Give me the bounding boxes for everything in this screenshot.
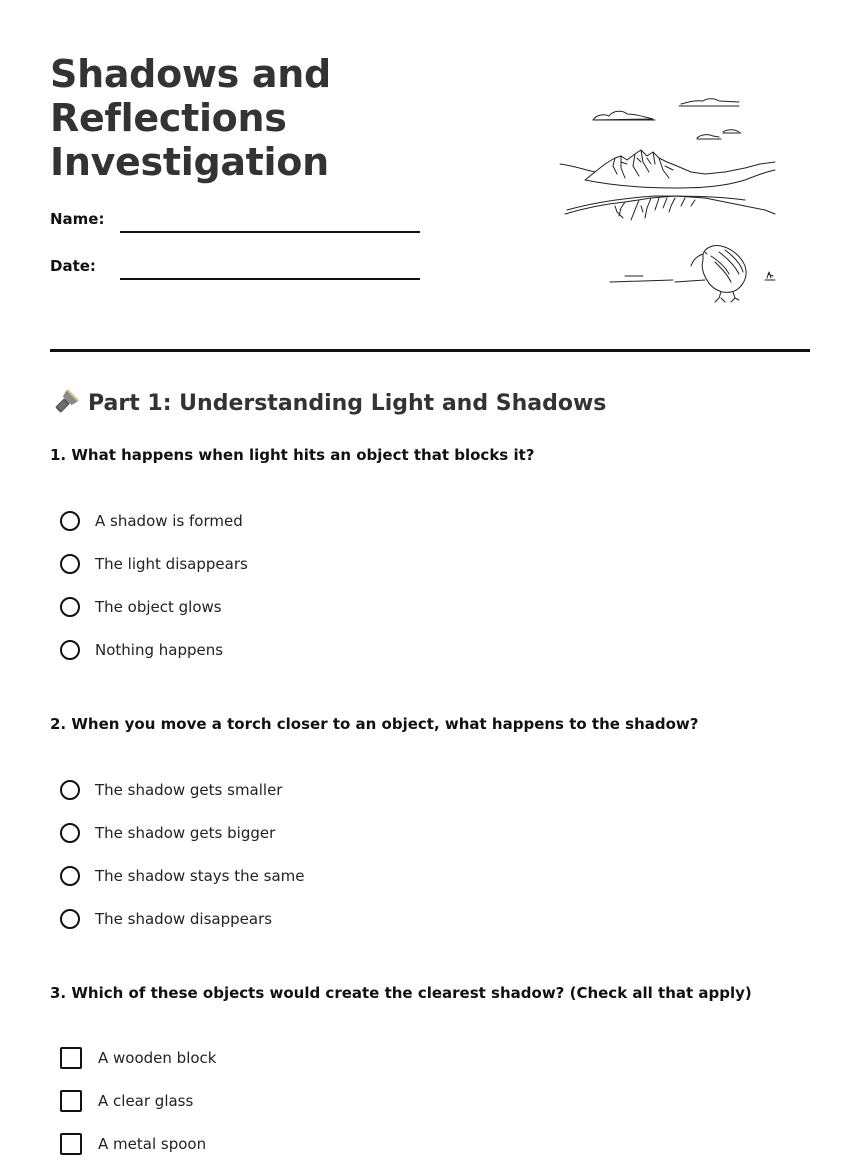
checkbox[interactable] bbox=[60, 1133, 82, 1155]
cloud-icon bbox=[593, 111, 655, 120]
radio-button[interactable] bbox=[60, 640, 80, 660]
option-1a[interactable] bbox=[60, 511, 243, 531]
radio-button[interactable] bbox=[60, 511, 80, 531]
section-title: Part 1: Understanding Light and Shadows bbox=[88, 390, 607, 416]
option-label: The shadow gets bigger bbox=[95, 824, 276, 842]
option-3a[interactable] bbox=[60, 1047, 216, 1069]
option-3b[interactable] bbox=[60, 1090, 193, 1112]
flashlight-icon bbox=[50, 388, 80, 418]
option-label: The shadow stays the same bbox=[95, 867, 305, 885]
option-label: A clear glass bbox=[98, 1092, 194, 1110]
option-label: A metal spoon bbox=[98, 1135, 207, 1153]
kiwi-bird-icon bbox=[691, 245, 746, 302]
option-label: A wooden block bbox=[98, 1049, 217, 1067]
radio-button[interactable] bbox=[60, 780, 80, 800]
radio-button[interactable] bbox=[60, 823, 80, 843]
question-1-text: 1. What happens when light hits an object that blocks it? bbox=[50, 446, 535, 464]
title-line: Investigation bbox=[50, 140, 329, 184]
question-3-text: 3. Which of these objects would create the clearest shadow? (Check all that apply) bbox=[50, 984, 752, 1002]
radio-button[interactable] bbox=[60, 909, 80, 929]
option-1d[interactable] bbox=[60, 640, 223, 660]
date-label: Date: bbox=[50, 257, 96, 275]
landscape-illustration bbox=[555, 92, 785, 307]
page-title bbox=[50, 52, 410, 184]
option-label: A shadow is formed bbox=[95, 512, 243, 530]
title-line: Shadows and bbox=[50, 52, 331, 96]
option-label: The light disappears bbox=[95, 555, 248, 573]
checkbox[interactable] bbox=[60, 1047, 82, 1069]
radio-button[interactable] bbox=[60, 597, 80, 617]
option-3c[interactable] bbox=[60, 1133, 206, 1155]
reflection-icon bbox=[565, 196, 775, 220]
section-divider bbox=[50, 349, 810, 352]
option-1c[interactable] bbox=[60, 597, 222, 617]
radio-button[interactable] bbox=[60, 866, 80, 886]
name-label: Name: bbox=[50, 210, 105, 228]
option-2b[interactable] bbox=[60, 823, 275, 843]
option-label: The object glows bbox=[95, 598, 222, 616]
name-field[interactable] bbox=[120, 231, 420, 233]
mountain-icon bbox=[560, 150, 775, 188]
option-2d[interactable] bbox=[60, 909, 272, 929]
option-2c[interactable] bbox=[60, 866, 305, 886]
option-label: Nothing happens bbox=[95, 641, 224, 659]
section-heading bbox=[50, 388, 606, 418]
option-1b[interactable] bbox=[60, 554, 248, 574]
question-2-text: 2. When you move a torch closer to an object, what happens to the shadow? bbox=[50, 715, 699, 733]
cloud-icon bbox=[679, 99, 739, 106]
cloud-icon bbox=[697, 130, 741, 139]
date-field[interactable] bbox=[120, 278, 420, 280]
radio-button[interactable] bbox=[60, 554, 80, 574]
option-label: The shadow gets smaller bbox=[95, 781, 283, 799]
checkbox[interactable] bbox=[60, 1090, 82, 1112]
option-label: The shadow disappears bbox=[95, 910, 273, 928]
title-line: Reflections bbox=[50, 96, 287, 140]
option-2a[interactable] bbox=[60, 780, 282, 800]
